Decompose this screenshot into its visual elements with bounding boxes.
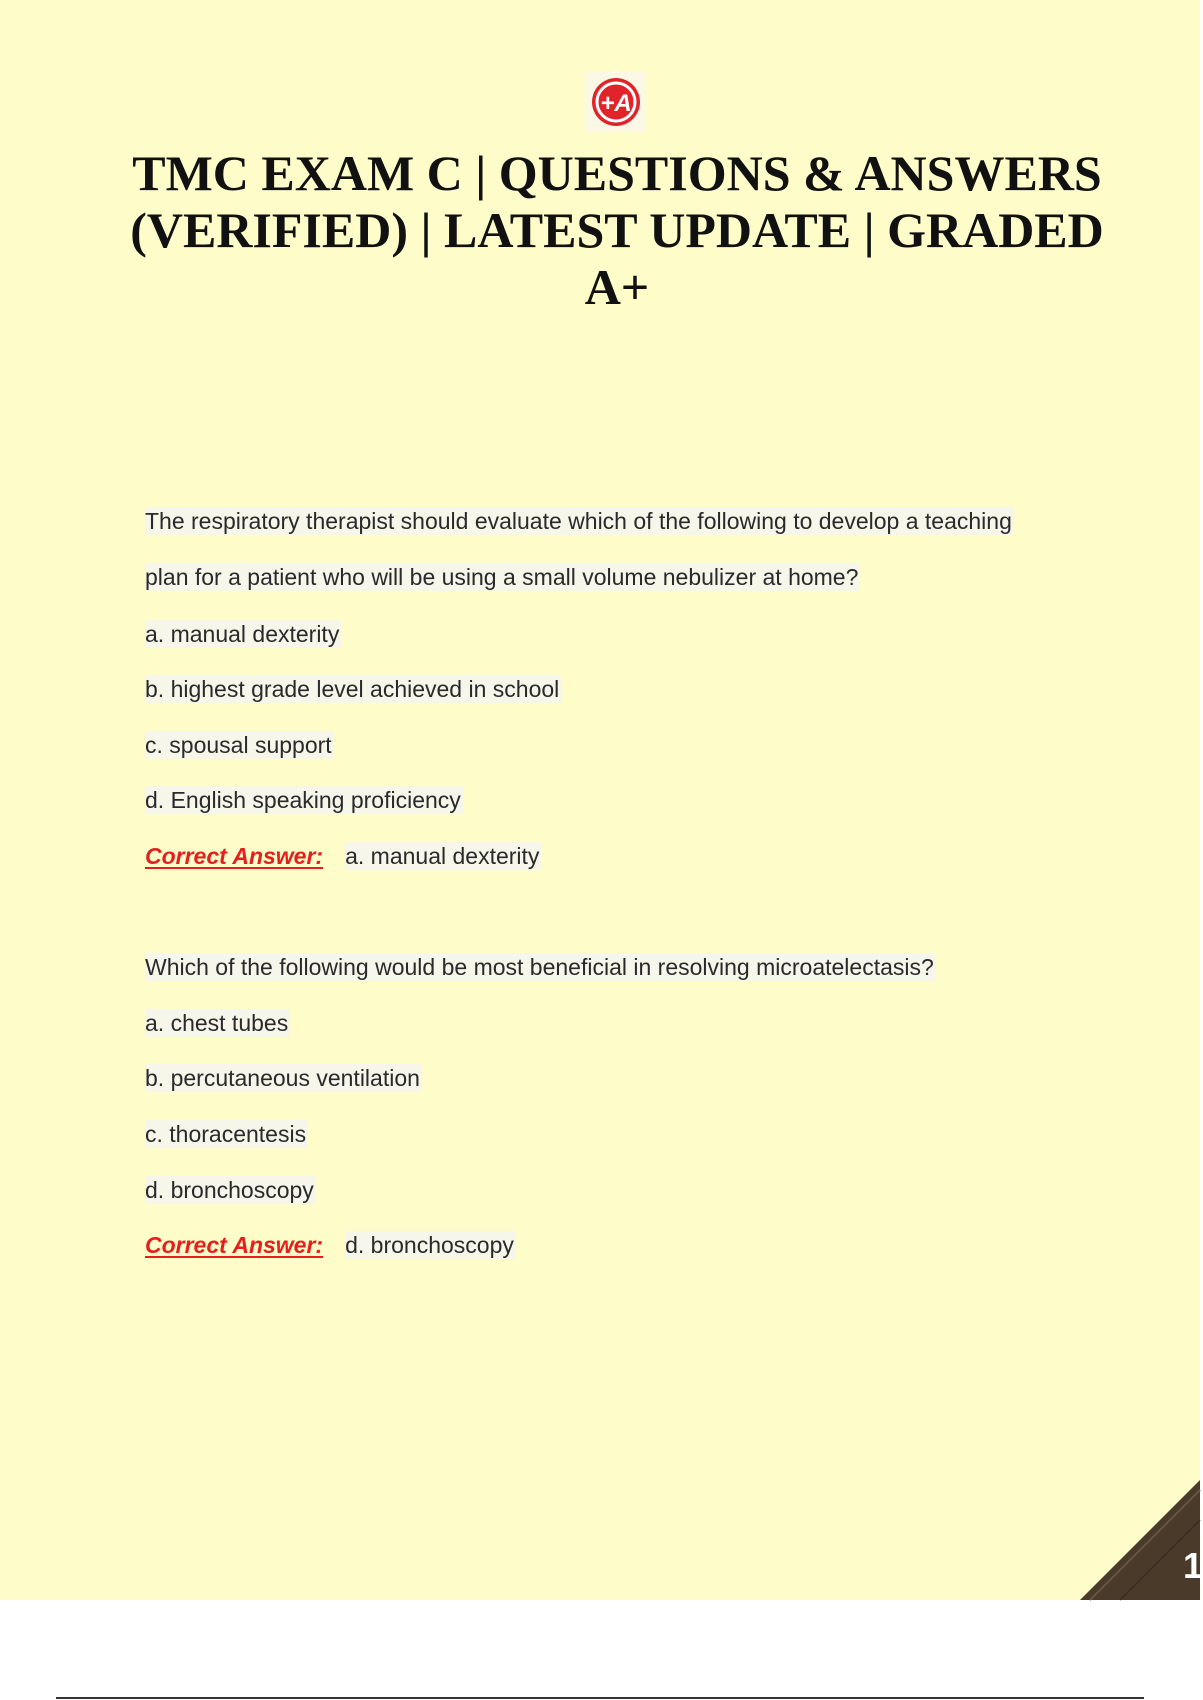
option-text: a. manual dexterity: [145, 621, 340, 647]
question-1-option-b: [145, 674, 561, 704]
option-text: c. thoracentesis: [145, 1121, 307, 1147]
option-text: b. percutaneous ventilation: [145, 1065, 420, 1091]
corner-triangle-icon: [1080, 1480, 1200, 1600]
question-2-option-a: [145, 1008, 290, 1038]
document-title: [120, 145, 1114, 316]
question-2-stem-line-1: [145, 952, 936, 982]
question-1-stem-line-1: [145, 506, 1014, 536]
question-text: The respiratory therapist should evaluate which of the following to develop a teaching: [145, 508, 1012, 534]
option-text: a. chest tubes: [145, 1010, 289, 1036]
page-number: 1: [1183, 1545, 1203, 1586]
title-line-2: (VERIFIED) | LATEST UPDATE | GRADED: [130, 202, 1104, 258]
title-line-1: TMC EXAM C | QUESTIONS & ANSWERS: [132, 145, 1102, 201]
question-1-stem-line-2: [145, 562, 860, 592]
question-2-option-d: [145, 1175, 316, 1205]
correct-answer-label: Correct Answer:: [145, 1232, 324, 1258]
correct-answer-text: d. bronchoscopy: [345, 1232, 514, 1258]
question-1-option-a: [145, 619, 341, 649]
question-1-answer: [145, 841, 541, 871]
grade-a-plus-icon: [589, 75, 643, 129]
correct-answer-text: a. manual dexterity: [345, 843, 540, 869]
logo-text: +A: [600, 90, 632, 117]
question-text: plan for a patient who will be using a small volume nebulizer at home?: [145, 564, 859, 590]
option-text: d. English speaking proficiency: [145, 787, 461, 813]
option-text: c. spousal support: [145, 732, 332, 758]
question-2-option-c: [145, 1119, 308, 1149]
correct-answer-label: Correct Answer:: [145, 843, 324, 869]
bottom-divider: [56, 1697, 1144, 1699]
question-2-answer: [145, 1230, 516, 1260]
question-text: Which of the following would be most beneficial in resolving microatelectasis?: [145, 954, 934, 980]
option-text: b. highest grade level achieved in school: [145, 676, 560, 702]
question-1-option-c: [145, 730, 334, 760]
page-corner-decoration: [1080, 1480, 1200, 1600]
question-2-option-b: [145, 1063, 422, 1093]
grade-logo: [586, 72, 646, 132]
question-1-option-d: [145, 785, 463, 815]
option-text: d. bronchoscopy: [145, 1177, 314, 1203]
title-line-3: A+: [584, 259, 650, 315]
